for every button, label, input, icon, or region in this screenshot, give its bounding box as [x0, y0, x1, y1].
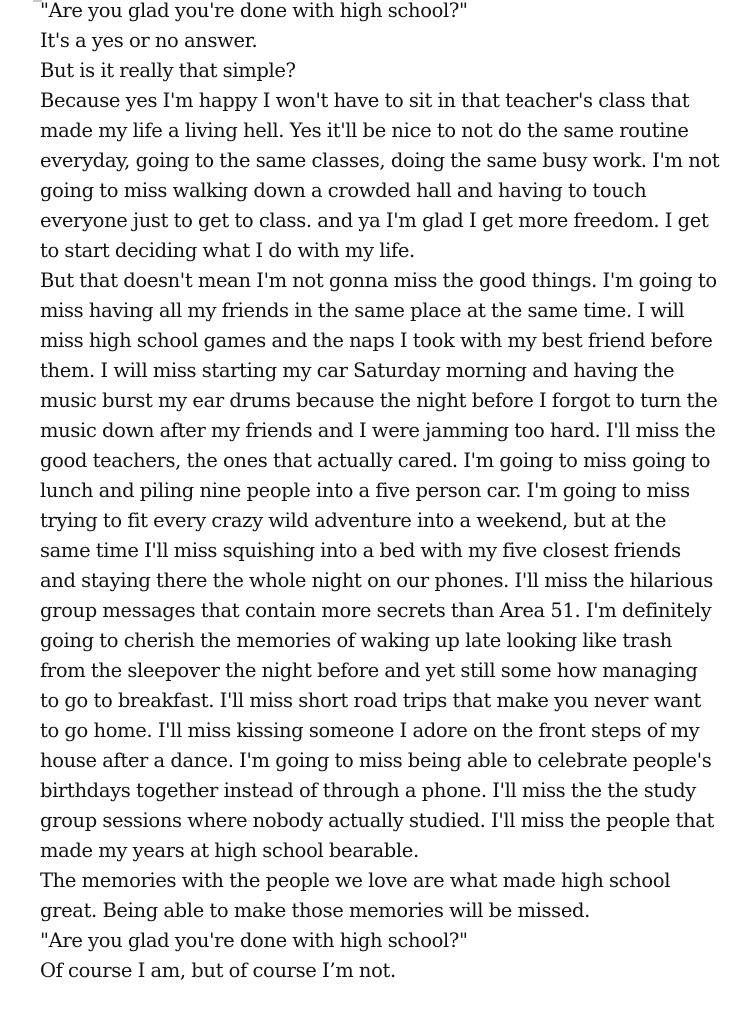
opening-question: "Are you glad you're done with high school?": [40, 0, 468, 22]
doubt-line: But is it really that simple?: [40, 59, 296, 82]
closing-question: "Are you glad you're done with high school?": [40, 929, 468, 952]
answer-line: It's a yes or no answer.: [40, 29, 258, 52]
memories-paragraph: The memories with the people we love are what made high school great. Being able to make those memories will be missed.: [40, 869, 671, 922]
closing-answer: Of course I am, but of course I’m not.: [40, 959, 396, 982]
document-body: [40, 0, 720, 986]
glad-paragraph: Because yes I'm happy I won't have to sit in that teacher's class that made my life a living hell. Yes it'll be nice to not do the same routine everyday, going to the same classes, doing the same busy work. I'm not going to miss walking down a crowded hall and having to touch everyone just to get to class. and ya I'm glad I get more freedom. I get to start deciding what I do with my life.: [40, 89, 720, 262]
miss-paragraph: But that doesn't mean I'm not gonna miss the good things. I'm going to miss having all my friends in the same place at the same time. I will miss high school games and the naps I took with my best friend before them. I will miss starting my car Saturday morning and having the music burst my ear drums because the night before I forgot to turn the music down after my friends and I were jamming too hard. I'll miss the good teachers, the ones that actually cared. I'm going to miss going to lunch and piling nine people into a five person car. I'm going to miss trying to fit every crazy wild adventure into a weekend, but at the same time I'll miss squishing into a bed with my five closest friends and staying there the whole night on our phones. I'll miss the hilarious group messages that contain more secrets than Area 51. I'm definitely going to cherish the memories of waking up late looking like trash from the sleepover the night before and yet still some how managing to go to breakfast. I'll miss short road trips that make you never want to go home. I'll miss kissing someone I adore on the front steps of my house after a dance. I'm going to miss being able to celebrate people's birthdays together instead of through a phone. I'll miss the the study group sessions where nobody actually studied. I'll miss the people that made my years at high school bearable.: [40, 269, 718, 862]
